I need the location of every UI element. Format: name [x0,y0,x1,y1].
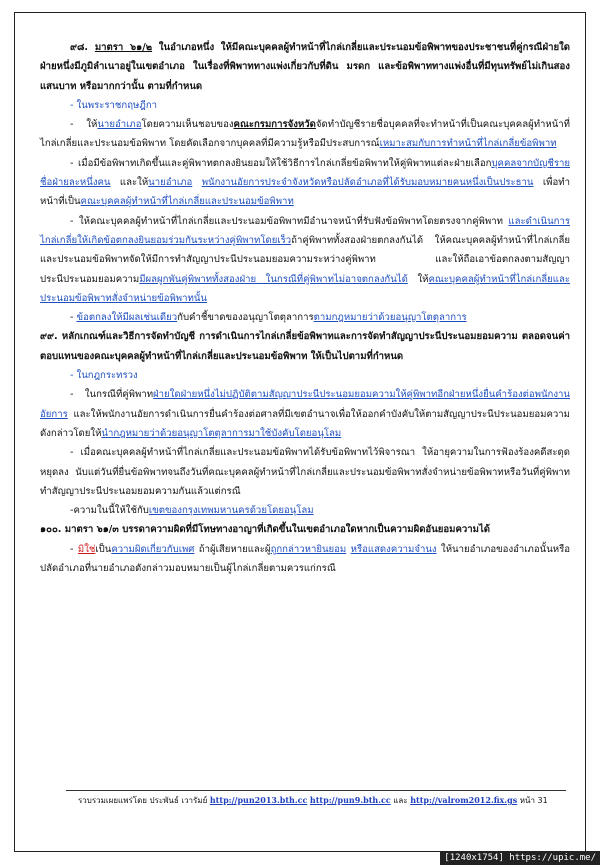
footer-link-3[interactable]: http://valrom2012.fix.gs [410,795,518,805]
section-98-heading: ๙๘. มาตรา ๖๑/๒ ในอำเภอหนึ่ง ให้มีคณะบุคคลผู้ทำหน้าที่ไกล่เกลี่ยและประนอมข้อพิพาทของประชาชนที่คู่กรณีฝ่ายใดฝ่ายหนึ่งมีภูมิลำเนาอยู่ในเขตอำเภอ ในเรื่องที่พิพาททางแพ่งเกี่ยวกับที่ดิน มรดก และข้อพิพาททางแพ่งอื่นที่มีทุนทรัพย์ไม่เกินสองแสนบาท หรือมากกว่านั้น ตามที่กำหนด [40,42,570,92]
image-host-watermark: [1240x1754] https://upic.me/ [440,851,600,865]
section-100-heading: ๑๐๐. มาตรา ๖๑/๓ บรรดาความผิดที่มีโทษทางอาญาที่เกิดขึ้นในเขตอำเภอใดหากเป็นความผิดอันยอมความได้ [40,524,491,536]
sec98-bullet-3: - เมื่อมีข้อพิพาทเกิดขึ้นและคู่พิพาทตกลงยินยอมให้ใช้วิธีการไกล่เกลี่ยข้อพิพาทให้คู่พิพาทแต่ละฝ่ายเลือกบุคคลจากบัญชีรายชื่อฝ่ายละหนึ่งคน และให้นายอำเภอ พนักงานอัยการประจำจังหวัดหรือปลัดอำเภอที่ได้รับมอบหมายคนหนึ่งเป็นประธาน เพื่อทำหน้าที่เป็นคณะบุคคลผู้ทำหน้าที่ไกล่เกลี่ยและประนอมข้อพิพาท [40,157,570,208]
section-99-heading: ๙๙. หลักเกณฑ์และวิธีการจัดทำบัญชี การดำเนินการไกล่เกลี่ยข้อพิพาทและการจัดทำสัญญาประนีประนอมยอมความ ตลอดจนค่าตอบแทนของคณะบุคคลผู้ทำหน้าที่ไกล่เกลี่ยและประนอมข้อพิพาท ให้เป็นไปตามที่กำหนด [40,331,570,362]
sec98-bullet-4: - ให้คณะบุคคลผู้ทำหน้าที่ไกล่เกลี่ยและประนอมข้อพิพาทมีอำนาจหน้าที่รับฟังข้อพิพาทโดยตรงจากคู่พิพาท และดำเนินการไกล่เกลี่ยให้เกิดข้อตกลงยินยอมร่วมกันระหว่างคู่พิพาทโดยเร็วถ้าคู่พิพาททั้งสองฝ่ายตกลงกันได้ ให้คณะบุคคลผู้ทำหน้าที่ไกล่เกลี่ยและประนอมข้อพิพาทจัดให้มีการทำสัญญาประนีประนอมยอมความระหว่างคู่พิพาท และให้ถือเอาข้อตกลงตามสัญญาประนีประนอมยอมความมีผลผูกพันคู่พิพาททั้งสองฝ่าย ในกรณีที่คู่พิพาทไม่อาจตกลงกันได้ ให้คณะบุคคลผู้ทำหน้าที่ไกล่เกลี่ยและประนอมข้อพิพาทสั่งจำหน่ายข้อพิพาทนั้น [40,215,570,304]
sec99-bullet-4: -ความในนี้ให้ใช้กับเขตของกรุงเทพมหานครด้วยโดยอนุโลม [70,505,314,517]
page-footer: รวบรวมเผยแพร่โดย ประพันธ์ เวารัมย์ http://pun2013.bth.cc http://pun9.bth.cc และ http://valrom2012.fix.gs หน้า 31 [78,795,548,805]
document-body [40,38,570,578]
sec99-bullet-1: - ในกฎกระทรวง [70,370,138,382]
sec100-bullet-1: - มิใช่เป็นความผิดเกี่ยวกับเพศ ถ้าผู้เสียหายและผู้ถูกกล่าวหายินยอม หรือแสดงความจำนง ให้นายอำเภอของอำเภอนั้นหรือปลัดอำเภอที่นายอำเภอดังกล่าวมอบหมายเป็นผู้ไกล่เกลี่ยตามควรแก่กรณี [40,543,570,575]
page-number: หน้า 31 [517,796,548,805]
sec98-bullet-2: - ให้นายอำเภอโดยความเห็นชอบของคณะกรมการจังหวัดจัดทำบัญชีรายชื่อบุคคลที่จะทำหน้าที่เป็นคณะบุคคลผู้ทำหน้าที่ไกล่เกลี่ยและประนอมข้อพิพาท โดยคัดเลือกจากบุคคลที่มีความรู้หรือมีประสบการณ์เหมาะสมกับการทำหน้าที่ไกล่เกลี่ยข้อพิพาท [40,119,570,150]
footer-link-2[interactable]: http://pun9.bth.cc [309,795,391,805]
footer-divider [66,790,566,791]
sec99-bullet-3: - เมื่อคณะบุคคลผู้ทำหน้าที่ไกล่เกลี่ยและประนอมข้อพิพาทได้รับข้อพิพาทไว้พิจารณา ให้อายุความในการฟ้องร้องคดีสะดุดหยุดลง นับแต่วันที่ยื่นข้อพิพาทจนถึงวันที่คณะบุคคลผู้ทำหน้าที่ไกล่เกลี่ยและประนอมข้อพิพาทสั่งจำหน่ายข้อพิพาทหรือวันที่คู่พิพาททำสัญญาประนีประนอมยอมความกันแล้วแต่กรณี [40,447,570,497]
footer-link-1[interactable]: http://pun2013.bth.cc [209,795,308,805]
sec98-bullet-5: - ข้อตกลงให้มีผลเช่นเดียวกับคำชี้ขาดของอนุญาโตตุลาการตามกฎหมายว่าด้วยอนุญาโตตุลาการ [70,312,467,324]
sec98-bullet-1: - ในพระราชกฤษฎีกา [70,99,158,111]
footer-credit: รวบรวมเผยแพร่โดย ประพันธ์ เวารัมย์ [78,796,210,805]
law-section-ref: มาตรา ๖๑/๒ [94,42,153,53]
sec99-bullet-2: - ในกรณีที่คู่พิพาทฝ่ายใดฝ่ายหนึ่งไม่ปฏิบัติตามสัญญาประนีประนอมยอมความให้คู่พิพาทอีกฝ่ายหนึ่งยื่นคำร้องต่อพนักงานอัยการ และให้พนักงานอัยการดำเนินการยื่นคำร้องต่อศาลที่มีเขตอำนาจเพื่อให้ออกคำบังคับให้ตามสัญญาประนีประนอมยอมความดังกล่าวโดยให้นำกฎหมายว่าด้วยอนุญาโตตุลาการมาใช้บังคับโดยอนุโลม [40,389,570,439]
